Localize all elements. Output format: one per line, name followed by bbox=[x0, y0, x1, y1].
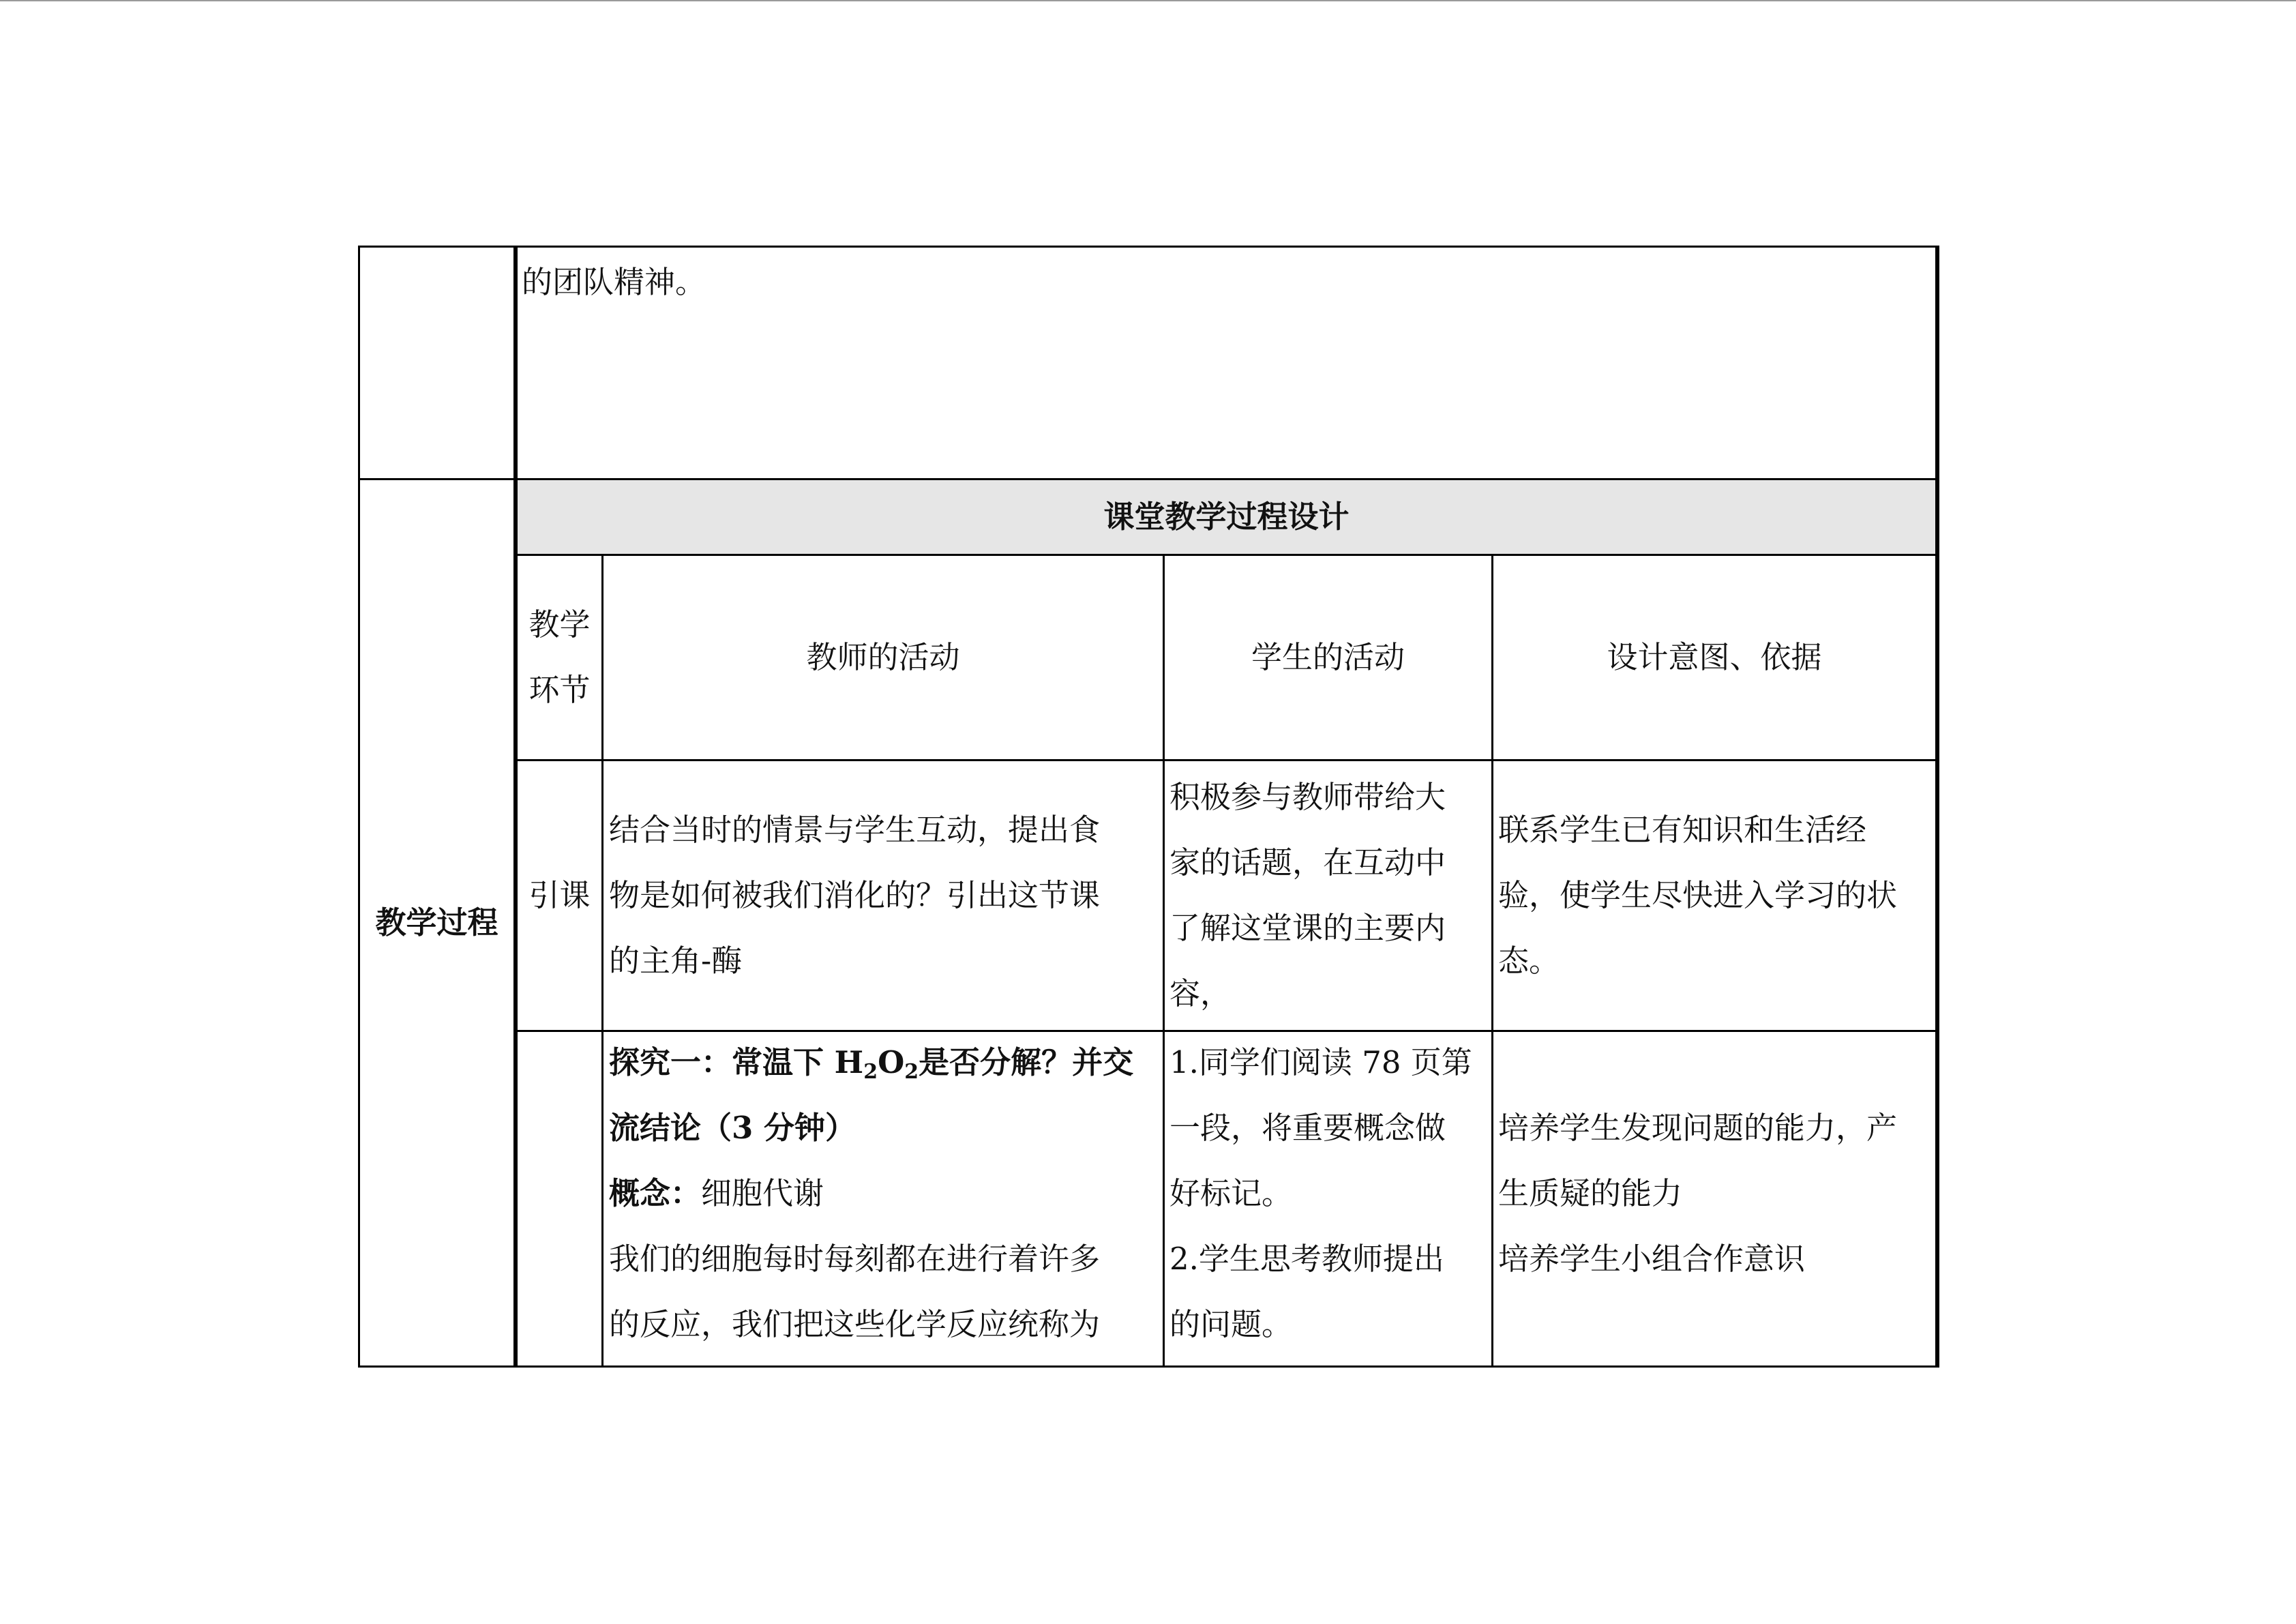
explore-stage bbox=[518, 1032, 601, 1365]
header-design-intent: 设计意图、依据 bbox=[1607, 639, 1822, 675]
table-bottom-border bbox=[358, 1365, 1939, 1368]
concept-line bbox=[609, 1161, 1159, 1226]
page-top-edge bbox=[0, 0, 2296, 1]
intro-stage: 引课 bbox=[528, 877, 591, 913]
explore-student-activity: 1.同学们阅读 78 页第 一段，将重要概念做 好标记。 2.学生思考教师提出 的问题。 bbox=[1169, 1044, 1472, 1342]
explore-design-intent: 培养学生发现问题的能力，产 生质疑的能力 培养学生小组合作意识 bbox=[1498, 1110, 1898, 1277]
top-row-text: 的团队精神。 bbox=[522, 264, 706, 300]
concept-value: 细胞代谢 bbox=[701, 1175, 824, 1211]
design-title: 课堂教学过程设计 bbox=[1103, 499, 1350, 535]
intro-design-intent: 联系学生已有知识和生活经 验，使学生尽快进入学习的状 态。 bbox=[1498, 812, 1898, 979]
header-stage: 教学 环节 bbox=[528, 606, 591, 708]
lesson-plan-table bbox=[358, 246, 1940, 1368]
concept-label: 概念： bbox=[609, 1175, 702, 1211]
table-right-border bbox=[1935, 246, 1939, 1368]
header-teacher-activity: 教师的活动 bbox=[806, 639, 960, 675]
intro-teacher-activity: 结合当时的情景与学生互动，提出食 物是如何被我们消化的？引出这节课 的主角-酶 bbox=[609, 812, 1101, 979]
table-top-border bbox=[358, 246, 1939, 248]
explore-title-line2: 流结论（3 分钟） bbox=[609, 1110, 856, 1146]
section-label: 教学过程 bbox=[375, 904, 498, 941]
explore-title-line1: 探究一：常温下 $H_2O_2$是否分解？并交 bbox=[609, 1044, 1134, 1084]
explore-teacher-activity bbox=[609, 1030, 1159, 1365]
explore-teacher-body: 我们的细胞每时每刻都在进行着许多 的反应，我们把这些化学反应统称为 bbox=[609, 1241, 1101, 1342]
intro-student-activity: 积极参与教师带给大 家的话题，在互动中 了解这堂课的主要内 容， bbox=[1169, 779, 1446, 1012]
header-student-activity: 学生的活动 bbox=[1251, 639, 1405, 675]
